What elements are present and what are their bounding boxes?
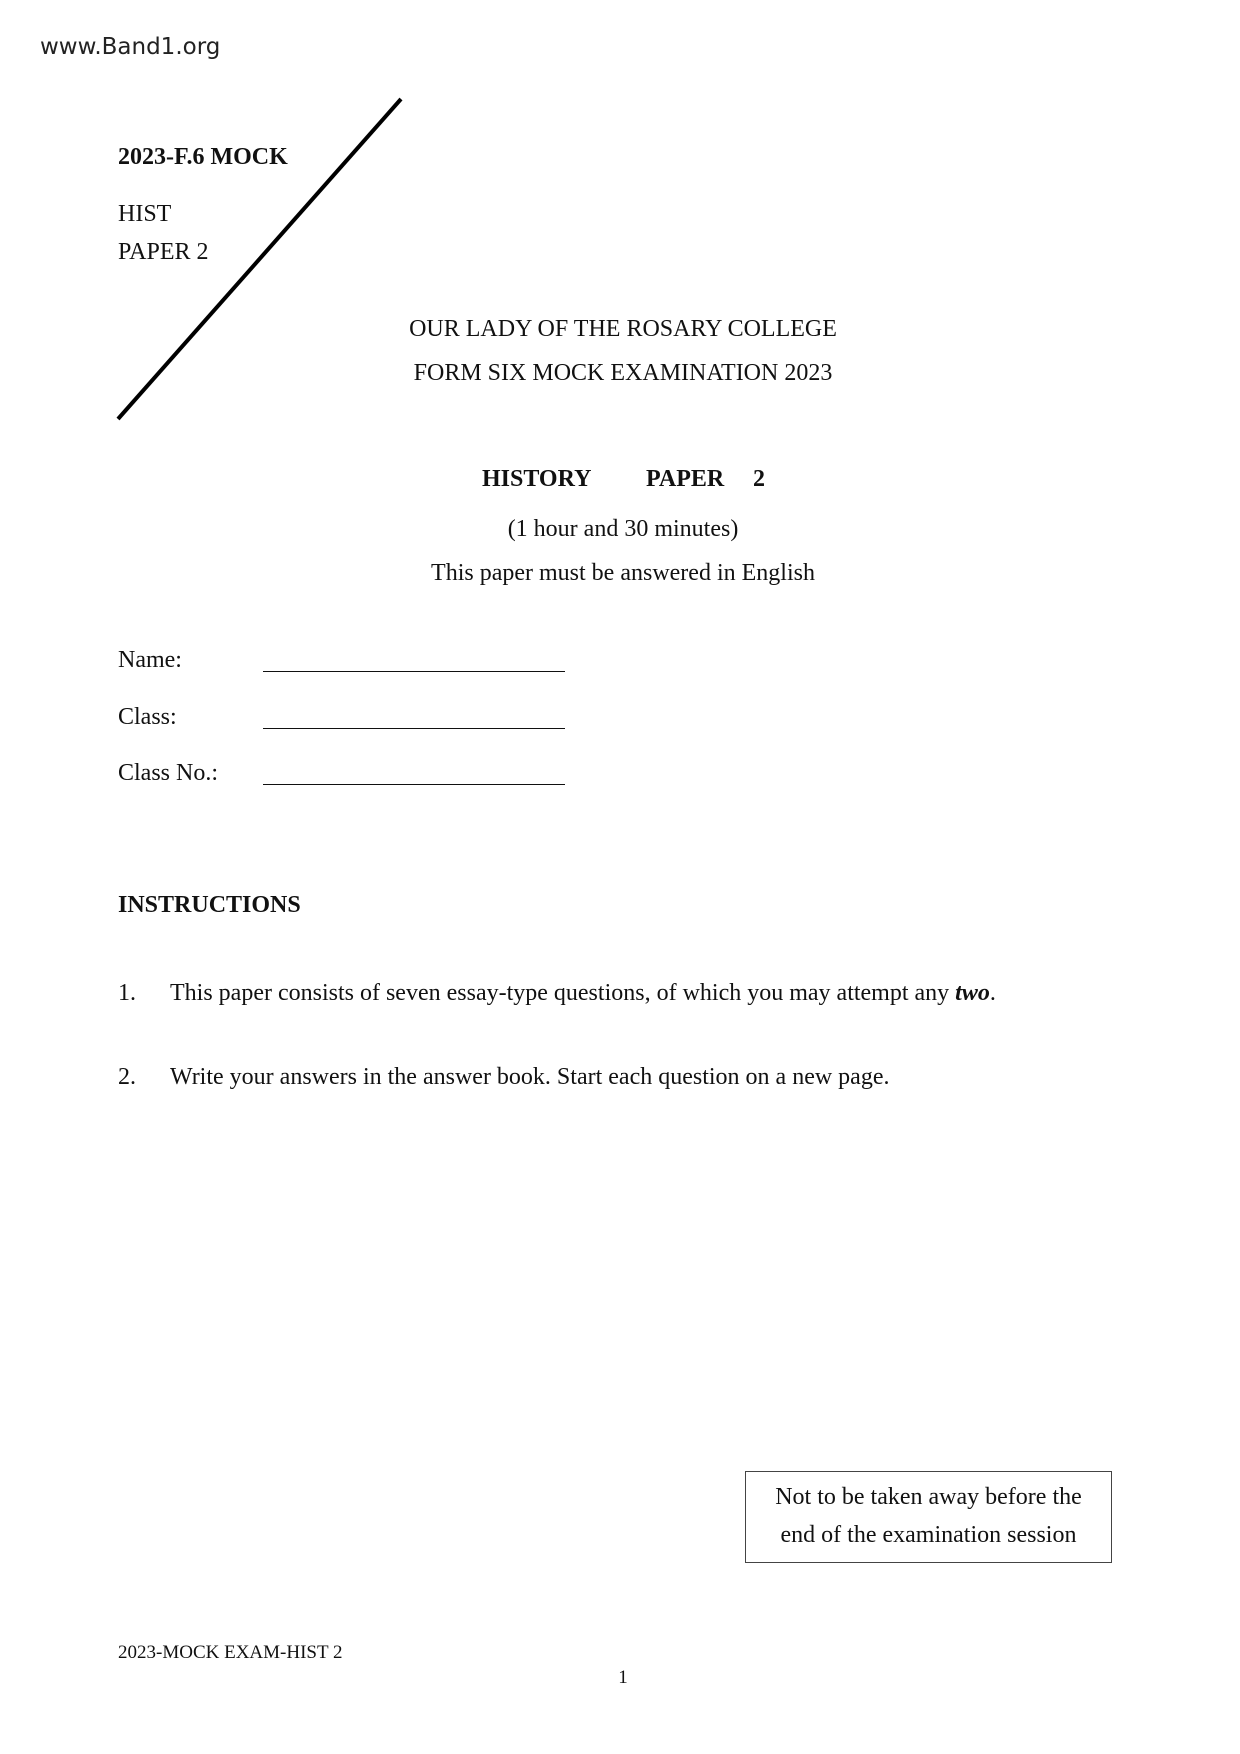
class-field[interactable]	[263, 728, 565, 729]
instruction-number: 1.	[118, 980, 136, 1006]
class-label: Class:	[118, 704, 177, 730]
page-number: 1	[618, 1667, 628, 1688]
instruction-text: Write your answers in the answer book. Start each question on a new page.	[170, 1064, 890, 1090]
exam-name: FORM SIX MOCK EXAMINATION 2023	[413, 360, 833, 386]
language-note: This paper must be answered in English	[431, 560, 815, 586]
notice-line-2: end of the examination session	[780, 1522, 1077, 1548]
instructions-heading: INSTRUCTIONS	[118, 892, 301, 918]
instruction-text-main: This paper consists of seven essay-type questions, of which you may attempt any	[170, 980, 956, 1006]
title-subject: HISTORY	[482, 466, 592, 492]
instruction-text	[170, 981, 996, 1005]
title-paper-label: PAPER	[646, 466, 725, 492]
duration: (1 hour and 30 minutes)	[507, 516, 739, 542]
notice-line-1: Not to be taken away before the	[775, 1484, 1082, 1510]
footer-code: 2023-MOCK EXAM-HIST 2	[118, 1642, 343, 1663]
name-label: Name:	[118, 647, 182, 673]
watermark: www.Band1.org	[40, 34, 221, 60]
instruction-emphasis: two	[955, 980, 990, 1006]
paper-code: 2023-F.6 MOCK	[118, 144, 288, 170]
instruction-end: .	[989, 980, 996, 1006]
name-field[interactable]	[263, 671, 565, 672]
class-no-field[interactable]	[263, 784, 565, 785]
school-name: OUR LADY OF THE ROSARY COLLEGE	[409, 316, 837, 342]
paper-label: PAPER 2	[118, 239, 209, 265]
title-paper-number: 2	[753, 466, 765, 492]
subject-code: HIST	[118, 201, 172, 227]
instruction-number: 2.	[118, 1064, 136, 1090]
class-no-label: Class No.:	[118, 760, 219, 786]
notice-box	[745, 1471, 1112, 1563]
